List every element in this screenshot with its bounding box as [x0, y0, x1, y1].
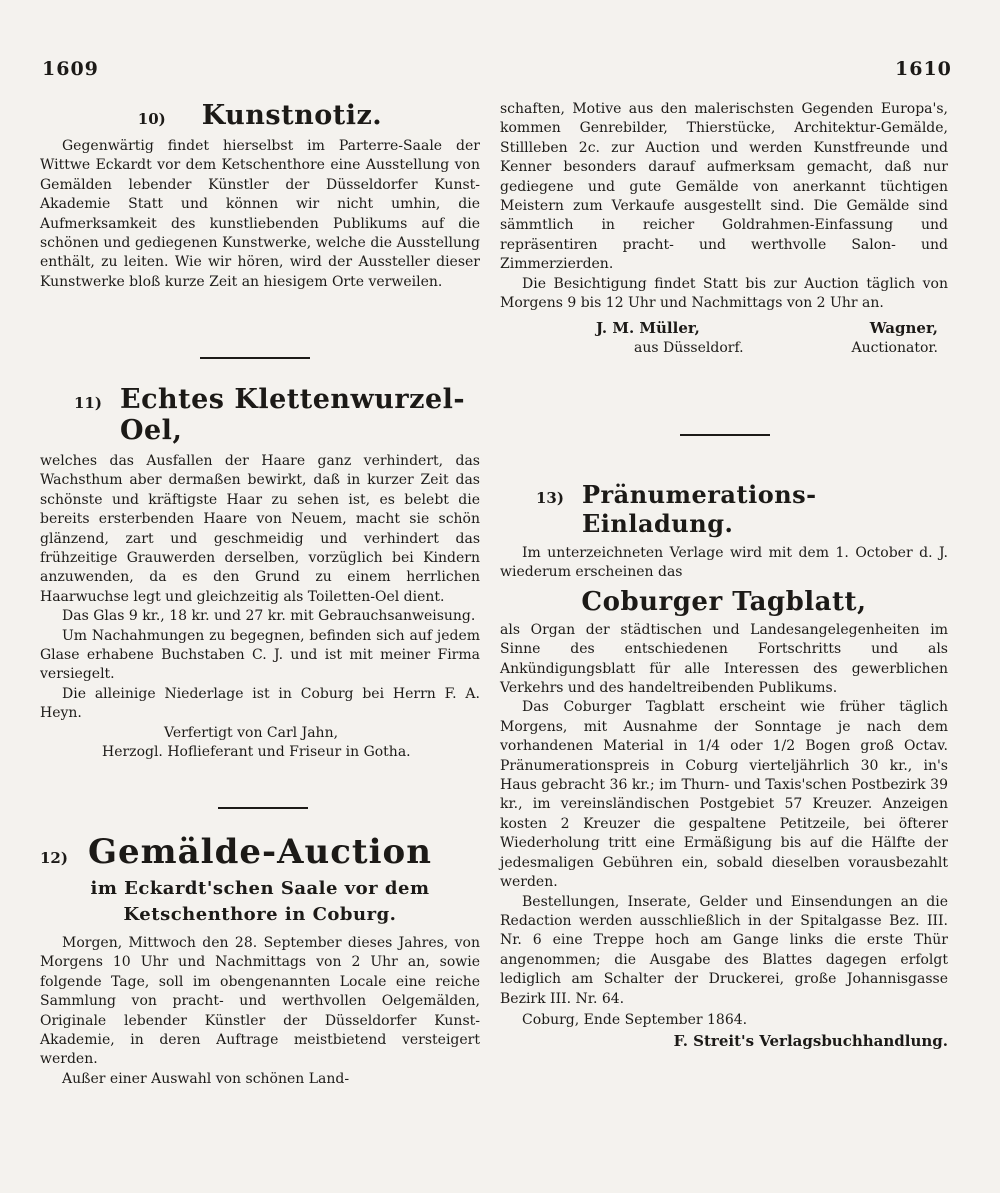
notice-intro: Im unterzeichneten Verlage wird mit dem 1. October d. J. wiederum erscheinen das — [500, 545, 948, 581]
notice-10 — [40, 100, 480, 292]
notice-number: 11) — [74, 394, 102, 412]
notice-number: 12) — [40, 849, 68, 867]
notice-heading: Pränumerations-Einladung. — [581, 480, 817, 538]
page-number-right: 1610 — [895, 58, 952, 80]
signature-wagner: Wagner, — [869, 319, 938, 338]
notice-12 — [40, 832, 480, 1089]
signature-wagner-title: Auctionator. — [851, 339, 938, 356]
left-column — [40, 0, 480, 1193]
notice-price: Das Glas 9 kr., 18 kr. und 27 kr. mit Gebrauchsanweisung. — [62, 608, 476, 625]
notice-warning: Um Nachahmungen zu begegnen, befinden sich auf jedem Glase erhabene Buchstaben C. J. und ist mit meiner Firma versiegelt. — [40, 627, 480, 683]
notice-13 — [500, 480, 948, 1052]
notice-body: Morgen, Mittwoch den 28. September dieses Jahres, von Morgens 10 Uhr und Nachmittags von 2 Uhr an, sowie folgende Tage, soll im obengenannten Locale eine reiche Sammlung von pracht- und werthvollen Oelgemälden, Originale lebender Künstler der Düsseldorfer Kunst-Akademie, in deren Auftrage meistbietend versteigert werden. — [40, 935, 480, 1068]
newspaper-title: Coburger Tagblatt, — [581, 586, 867, 617]
notice-depot: Die alleinige Niederlage ist in Coburg bei Herrn F. A. Heyn. — [40, 685, 480, 722]
signature-muller-place: aus Düsseldorf. — [634, 339, 744, 356]
notice-body-continued: Außer einer Auswahl von schönen Land- — [62, 1070, 350, 1087]
divider — [218, 807, 308, 809]
notice-12-continuation — [500, 100, 948, 358]
notice-body: schaften, Motive aus den malerischsten Gegenden Europa's, kommen Genrebilder, Thierstücke, Architektur-Gemälde, Stillleben 2c. zur Auction und werden Kunstfreunde und Kenner besonders darauf aufmerksam gemacht, daß nur gediegene und gute Gemälde von anerkannt tüchtigen Meistern zum Verkaufe ausgestellt sind. Die Gemälde sind sämmtlich in reicher Goldrahmen-Einfassung und repräsentiren pracht- und werthvolle Salon- und Zimmerzierden. — [500, 101, 948, 273]
signature-muller: J. M. Müller, — [596, 319, 700, 338]
notice-orders: Bestellungen, Inserate, Gelder und Einsendungen an die Redaction werden ausschließlich in der Spitalgasse Bez. III. Nr. 6 eine Treppe hoch am Gange links die erste Thür angenommen; die Ausgabe des Blattes dagegen erfolgt lediglich am Schalter der Druckerei, große Johannisgasse Bezirk III. Nr. 64. — [500, 893, 948, 1007]
notice-subheading: im Eckardt'schen Saale vor dem Ketschenthore in Coburg. — [90, 878, 430, 925]
notice-dateline: Coburg, Ende September 1864. — [522, 1011, 748, 1028]
notice-body: Gegenwärtig findet hierselbst im Parterre-Saale der Wittwe Eckardt vor dem Ketschenthore eine Ausstellung von Gemälden lebender Künstler der Düsseldorfer Kunst-Akademie Statt und können wir nicht umhin, die Aufmerksamkeit des kunstliebenden Publikums auf die schönen und gediegenen Kunstwerke, welche die Ausstellung enthält, zu leiten. Wie wir hören, wird der Aussteller dieser Kunstwerke bloß kurze Zeit an hiesigem Orte verweilen. — [40, 138, 480, 290]
signature-details — [500, 339, 948, 358]
notice-maker-title: Herzogl. Hoflieferant und Friseur in Gotha. — [102, 744, 411, 761]
notice-number: 13) — [536, 489, 564, 507]
divider — [680, 434, 770, 436]
notice-heading: Echtes Klettenwurzel-Oel, — [119, 384, 466, 446]
notice-11 — [40, 384, 480, 763]
signature-names — [500, 319, 948, 338]
divider — [200, 357, 310, 359]
notice-body: welches das Ausfallen der Haare ganz verhindert, das Wachsthum aber dermaßen bewirkt, daß in kurzer Zeit das schönste und kräftigste Haar zu sehen ist, es belebt die bereits ersterbenden Haare von Neuem, macht sie schön glänzend, zart und geschmeidig und verhindert das frühzeitige Grauwerden derselben, vorzüglich bei Kindern anzuwenden, da es den Grund zu einem herrlichen Haarwuchse legt und gleichzeitig als Toiletten-Oel dient. — [40, 453, 480, 605]
notice-heading: Gemälde-Auction — [87, 832, 432, 872]
notice-viewing: Die Besichtigung findet Statt bis zur Auction täglich von Morgens 9 bis 12 Uhr und Nachmittags von 2 Uhr an. — [500, 275, 948, 312]
notice-publisher: F. Streit's Verlagsbuchhandlung. — [673, 1032, 948, 1051]
right-column — [500, 0, 948, 1193]
notice-description: als Organ der städtischen und Landesangelegenheiten im Sinne des entschiedenen Fortschritts und als Ankündigungsblatt für alle Interessen des gewerblichen Verkehrs und des handeltreibenden Publikums. — [500, 621, 948, 697]
notice-number: 10) — [137, 110, 166, 128]
notice-heading: Kunstnotiz. — [201, 100, 383, 131]
notice-body: Das Coburger Tagblatt erscheint wie früher täglich Morgens, mit Ausnahme der Sonntage je nach dem vorhandenen Material in 1/4 oder 1/2 Bogen groß Octav. Pränumerationspreis in Coburg vierteljährlich 30 kr., in's Haus gebracht 36 kr.; im Thurn- und Taxis'schen Postbezirk 39 kr., im vereinsländischen Postgebiet 57 Kreuzer. Anzeigen kosten 2 Kreuzer die gespaltene Petitzeile, bei öfterer Wiederholung tritt eine Ermäßigung bis auf die Hälfte der jedesmaligen Gebühren ein, sobald dieselben vorausbezahlt werden. — [500, 699, 948, 891]
notice-maker: Verfertigt von Carl Jahn, — [164, 724, 339, 741]
page-number-left: 1609 — [42, 58, 99, 80]
